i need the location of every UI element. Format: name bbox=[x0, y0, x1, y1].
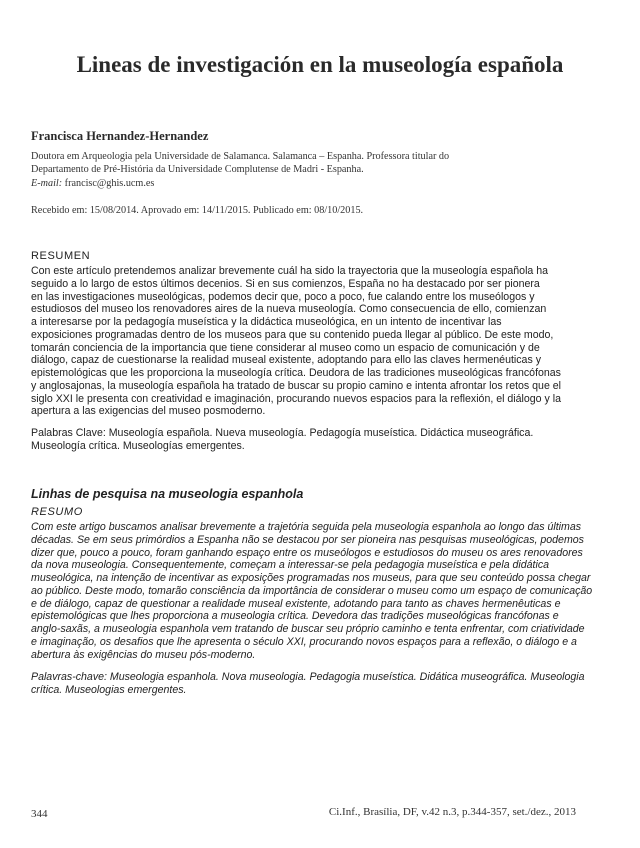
author-affiliation bbox=[31, 150, 591, 190]
resumo-line: da nova museologia. Consequentemente, começam a interessar-se pela pedagogia museística e pela didática bbox=[31, 559, 550, 572]
resumen-line: apertura a las exigencias del museo posmoderno. bbox=[31, 405, 266, 418]
page-number: 344 bbox=[31, 808, 48, 820]
keywords-line: Palabras Clave: Museología española. Nueva museología. Pedagogía museística. Didáctica museográfica. bbox=[31, 427, 534, 439]
resumen-keywords bbox=[31, 427, 591, 453]
resumen-line: exposiciones programadas dentro de los museos para que su contenido pueda llegar al público. De este modo, bbox=[31, 328, 554, 341]
affiliation-line: Doutora em Arqueologia pela Universidade de Salamanca. Salamanca – Espanha. Professora titular do bbox=[31, 151, 450, 162]
portuguese-title: Linhas de pesquisa na museologia espanhola bbox=[31, 487, 304, 501]
publication-dates: Recebido em: 15/08/2014. Aprovado em: 14/11/2015. Publicado em: 08/10/2015. bbox=[31, 205, 364, 216]
resumen-line: en las investigaciones museológicas, podemos decir que, poco a poco, fue calando entre los museólogos y bbox=[31, 290, 535, 303]
resumen-line: siglo XXI le presenta con creatividad e imaginación, procurando nuevos espacios para la reflexión, el diálogo y la bbox=[31, 392, 562, 405]
resumo-line: anglo-saxãs, a museologia espanhola vem tratando de buscar seu próprio caminho e tenta enfrentar, com criatividade bbox=[31, 623, 585, 635]
resumen-line: seguido a lo largo de estos últimos decenios. Si en sus comienzos, España no ha destacado por ser pionera bbox=[31, 277, 540, 290]
resumo-line: e de diálogo, capaz de questionar a realidade museal existente, adotando para tanto as chaves hermenêuticas e bbox=[31, 597, 561, 610]
resumen-line: epistemológicas que les proporciona la museología crítica. Deudora de las tradiciones museológicas francófonas bbox=[31, 367, 561, 379]
resumen-line: Con este artículo pretendemos analizar brevemente cuál ha sido la trayectoria que la museología española ha bbox=[31, 265, 549, 277]
resumo-line: museológica, na intenção de incentivar as exposições programadas nos museus, para que seu conteúdo possa chegar bbox=[31, 572, 591, 584]
affiliation-line: Departamento de Pré-História da Universidade Complutense de Madri - Espanha. bbox=[31, 164, 364, 176]
resumo-line: abertura às exigências do museu pós-moderno. bbox=[31, 648, 256, 661]
resumo-heading: RESUMO bbox=[31, 506, 83, 518]
author-name: Francisca Hernandez-Hernandez bbox=[31, 129, 209, 143]
resumo-line: epistemológicas que lhes proporciona a museologia crítica. Devedora das tradições museológicas francófonas e bbox=[31, 610, 559, 623]
resumen-body bbox=[31, 265, 591, 418]
resumo-body bbox=[31, 521, 591, 661]
resumen-line: tomarán conciencia de la importancia que tiene considerar al museo como un espacio de comunicación y de bbox=[31, 341, 540, 354]
email-address: francisc@ghis.ucm.es bbox=[64, 177, 155, 189]
resumen-heading: RESUMEN bbox=[31, 250, 91, 262]
keywords-line: crítica. Museologias emergentes. bbox=[31, 683, 187, 696]
resumen-line: estudiosos del museo los renovadores aires de la nueva museología. Como consecuencia de ello, comienzan bbox=[31, 303, 547, 316]
email-line bbox=[31, 177, 591, 190]
resumo-line: e imaginação, os desafios que lhe apresenta o século XXI, procurando novos espaços para a reflexão, o diálogo e a bbox=[31, 635, 577, 648]
resumo-line: décadas. Se em seus primórdios a Espanha não se destacou por ser pioneira nas pesquisas museológicas, podemos bbox=[31, 533, 584, 546]
resumo-line: Com este artigo buscamos analisar brevemente a trajetória seguida pela museologia espanhola ao longo das últimas bbox=[31, 521, 582, 533]
keywords-line: Palavras-chave: Museologia espanhola. Nova museologia. Pedagogia museística. Didática museográfica. Museologia bbox=[31, 671, 585, 683]
email-label: E-mail: bbox=[31, 177, 63, 189]
resumen-line: a interesarse por la pedagogía museística y la didáctica museológica, en un intento de incentivar las bbox=[31, 316, 502, 328]
resumen-line: diálogo, capaz de cuestionarse la realidad museal existente, adoptando para ello las claves hermenéuticas y bbox=[31, 354, 541, 367]
article-title: Lineas de investigación en la museología española bbox=[76, 52, 564, 77]
resumo-line: dizer que, pouco a pouco, foram ganhando espaço entre os museólogos e estudiosos do museu os ares renovadores bbox=[31, 546, 583, 559]
journal-citation: Ci.Inf., Brasília, DF, v.42 n.3, p.344-357, set./dez., 2013 bbox=[328, 806, 576, 818]
resumo-line: ao público. Deste modo, tomarão consciência da importância de considerar o museu como um espaço de comunicação bbox=[31, 584, 593, 597]
resumen-line: y anglosajonas, la museología española ha tratado de buscar su propio camino e intenta afrontar los retos que el bbox=[31, 379, 562, 392]
keywords-line: Museología crítica. Museologías emergentes. bbox=[31, 439, 245, 452]
resumo-keywords bbox=[31, 671, 591, 697]
